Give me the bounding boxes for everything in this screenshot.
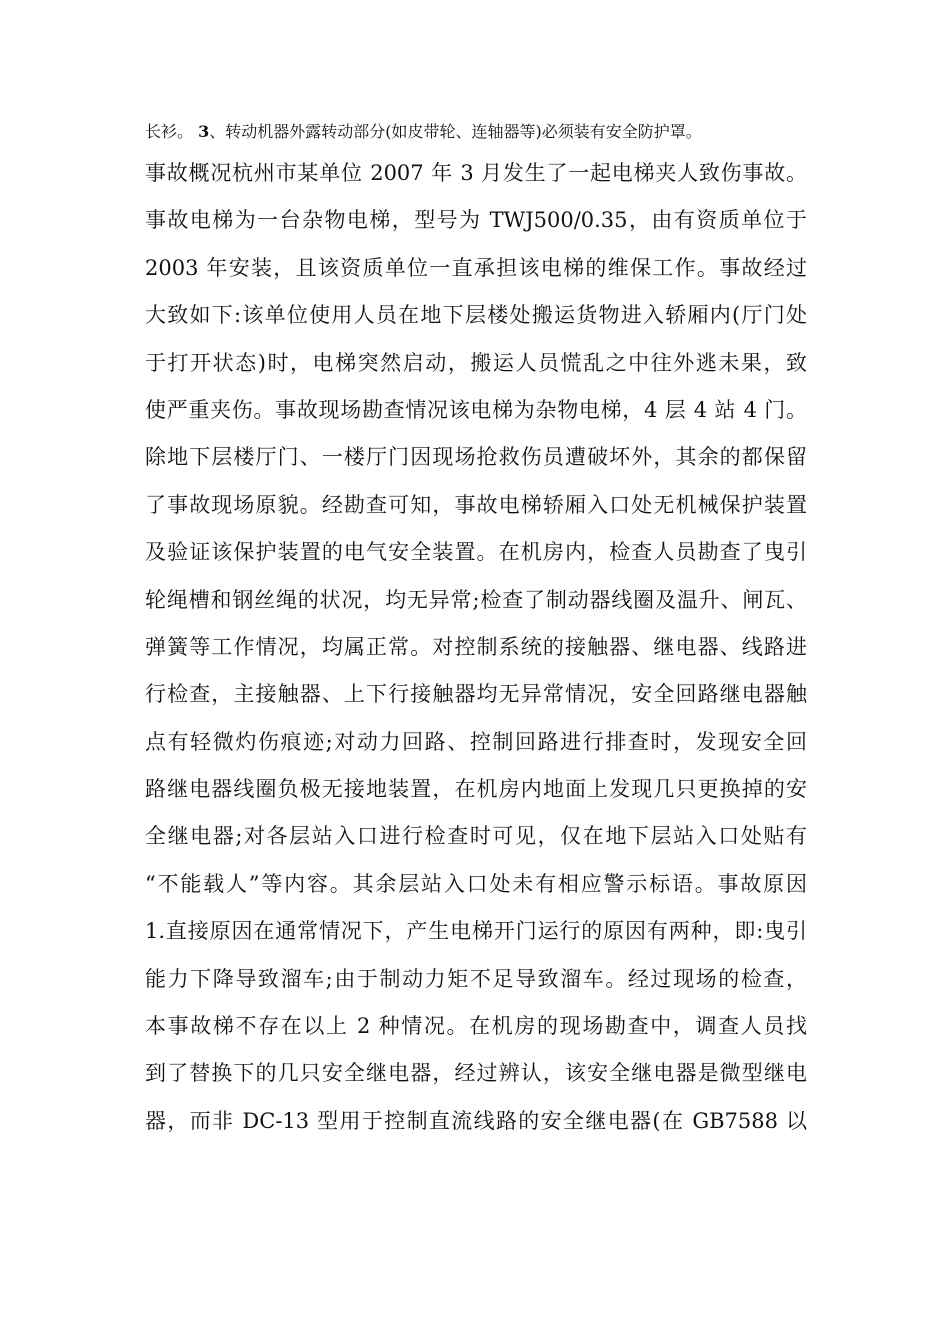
text-line: 大致如下:该单位使用人员在地下层楼处搬运货物进入轿厢内(厅门处 [145,303,807,328]
text-line: 行检查，主接触器、上下行接触器均无异常情况，安全回路继电器触 [145,682,807,707]
top-line-prefix: 长衫。 [145,122,199,141]
text-line: 1.直接原因在通常情况下，产生电梯开门运行的原因有两种，即:曳引 [145,919,807,944]
text-line: 弹簧等工作情况，均属正常。对控制系统的接触器、继电器、线路进 [145,634,807,659]
accident-report-text [145,150,807,1145]
text-line: 本事故梯不存在以上 2 种情况。在机房的现场勘查中，调查人员找 [145,1014,807,1039]
text-line: 及验证该保护装置的电气安全装置。在机房内，检查人员勘查了曳引 [145,540,807,565]
text-line: 了事故现场原貌。经勘查可知，事故电梯轿厢入口处无机械保护装置 [145,492,807,517]
top-line-text: 、转动机器外露转动部分(如皮带轮、连轴器等)必须装有安全防护罩。 [209,122,702,141]
text-line: 除地下层楼厅门、一楼厅门因现场抢救伤员遭破坏外，其余的都保留 [145,445,807,470]
text-line: 2003 年安装，且该资质单位一直承担该电梯的维保工作。事故经过 [145,255,807,280]
text-line: 器，而非 DC-13 型用于控制直流线路的安全继电器(在 GB7588 以 [145,1108,807,1133]
text-line: 路继电器线圈负极无接地装置，在机房内地面上发现几只更换掉的安 [145,777,807,802]
text-line: 事故电梯为一台杂物电梯，型号为 TWJ500/0.35，由有资质单位于 [145,208,807,233]
text-line: 到了替换下的几只安全继电器，经过辨认，该安全继电器是微型继电 [145,1061,807,1086]
text-line: “不能载人”等内容。其余层站入口处未有相应警示标语。事故原因 [145,871,807,896]
text-line: 于打开状态)时，电梯突然启动，搬运人员慌乱之中往外逃未果，致 [145,350,807,375]
text-line: 轮绳槽和钢丝绳的状况，均无异常;检查了制动器线圈及温升、闸瓦、 [145,587,807,612]
text-line: 能力下降导致溜车;由于制动力矩不足导致溜车。经过现场的检查， [145,966,807,991]
item-number: 3 [198,122,210,141]
text-line: 点有轻微灼伤痕迹;对动力回路、控制回路进行排查时，发现安全回 [145,729,807,754]
text-line: 全继电器;对各层站入口进行检查时可见，仅在地下层站入口处贴有 [145,824,807,849]
text-line: 事故概况杭州市某单位 2007 年 3 月发生了一起电梯夹人致伤事故。 [145,161,807,185]
previous-section-tail [145,120,825,144]
text-line: 使严重夹伤。事故现场勘查情况该电梯为杂物电梯，4 层 4 站 4 门。 [145,397,807,422]
